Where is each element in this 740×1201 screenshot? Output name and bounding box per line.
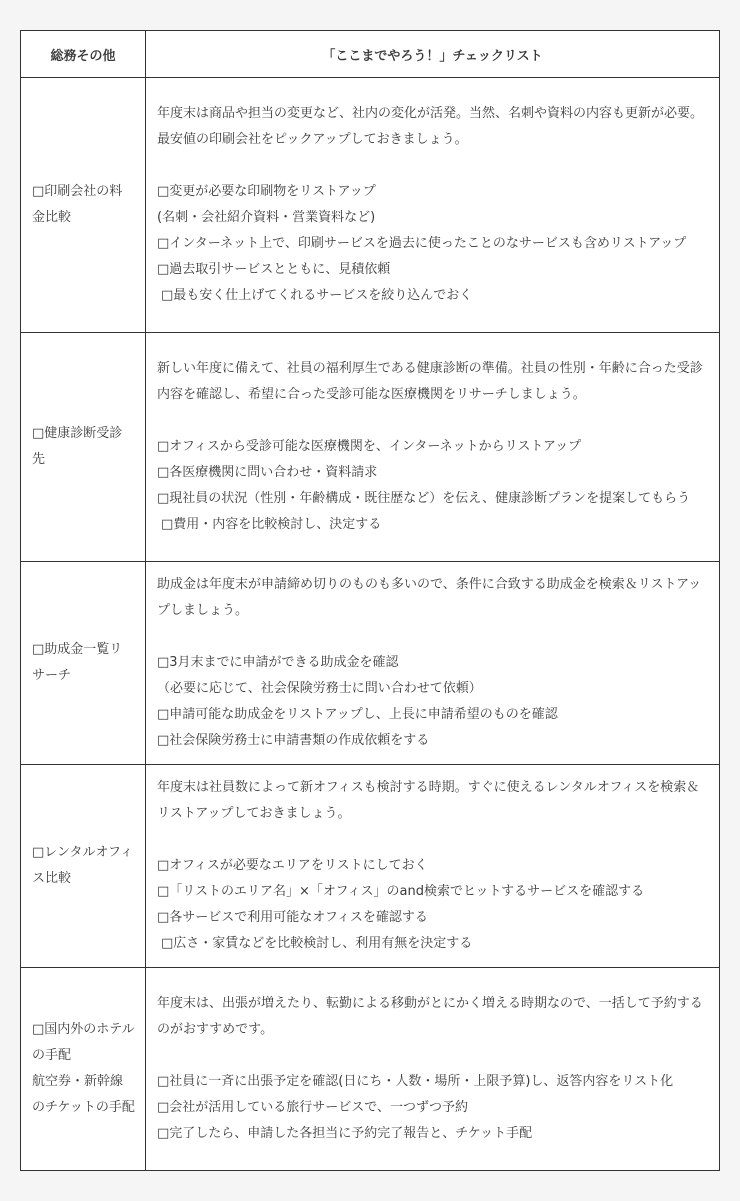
- checklist-item: □費用・内容を比較検討し、決定する: [161, 517, 382, 532]
- table-header-row: [21, 31, 720, 78]
- category-label: □助成金一覧リサーチ: [32, 642, 123, 683]
- table-row: [21, 333, 720, 562]
- table-row: [21, 562, 720, 765]
- row-spacer: [157, 827, 709, 853]
- table-row: [21, 968, 720, 1171]
- checklist-item: □インターネット上で、印刷サービスを過去に使ったことのなサービスも含めリストアップ: [157, 236, 687, 251]
- header-category: 総務その他: [21, 31, 146, 78]
- checklist-item: □過去取引サービスとともに、見積依頼: [157, 262, 391, 277]
- row-content: [146, 78, 720, 333]
- checklist-item: □最も安く仕上げてくれるサービスを絞り込んでおく: [161, 288, 473, 303]
- table-row: [21, 765, 720, 968]
- checklist-item: □変更が必要な印刷物をリストアップ: [157, 184, 376, 199]
- checklist-item: □各医療機関に問い合わせ・資料請求: [157, 465, 378, 480]
- row-content: [146, 562, 720, 765]
- row-category: [21, 78, 146, 333]
- category-label: □健康診断受診先: [32, 426, 123, 467]
- checklist-item: □オフィスが必要なエリアをリストにしておく: [157, 858, 428, 873]
- checklist-item: □広さ・家賃などを比較検討し、利用有無を決定する: [161, 936, 473, 951]
- checklist-item: □「リストのエリア名」×「オフィス」のand検索でヒットするサービスを確認する: [157, 884, 645, 899]
- checklist-item: □社会保険労務士に申請書類の作成依頼をする: [157, 733, 430, 748]
- header-checklist: 「ここまでやろう！」チェックリスト: [146, 31, 720, 78]
- checklist-item: □各サービスで利用可能なオフィスを確認する: [157, 910, 428, 925]
- row-spacer: [157, 153, 709, 179]
- checklist-page: [20, 30, 720, 1171]
- row-intro: 新しい年度に備えて、社員の福利厚生である健康診断の準備。社員の性別・年齢に合った受診内容を確認し、希望に合った受診可能な医療機関をリサーチしましょう。: [157, 361, 703, 402]
- row-content: [146, 968, 720, 1171]
- row-intro: 助成金は年度末が申請締め切りのものも多いので、条件に合致する助成金を検索＆リストアップしましょう。: [157, 577, 702, 618]
- row-intro: 年度末は商品や担当の変更など、社内の変化が活発。当然、名刺や資料の内容も更新が必要。最安値の印刷会社をピックアップしておきましょう。: [157, 106, 704, 147]
- row-category: [21, 968, 146, 1171]
- checklist-item: □オフィスから受診可能な医療機関を、インターネットからリストアップ: [157, 439, 582, 454]
- row-intro: 年度末は、出張が増えたり、転勤による移動がとにかく増える時期なので、一括して予約するのがおすすめです。: [157, 996, 703, 1037]
- category-label: 航空券・新幹線のチケットの手配: [32, 1074, 135, 1115]
- checklist-table: [20, 30, 720, 1171]
- row-content: [146, 333, 720, 562]
- checklist-item: □会社が活用している旅行サービスで、一つずつ予約: [157, 1100, 469, 1115]
- checklist-item: □現社員の状況（性別・年齢構成・既往歴など）を伝え、健康診断プランを提案してもらう: [157, 491, 691, 506]
- checklist-item: □申請可能な助成金をリストアップし、上長に申請希望のものを確認: [157, 707, 558, 722]
- category-label: □国内外のホテルの手配: [32, 1022, 135, 1063]
- checklist-item: (名刺・会社紹介資料・営業資料など): [157, 210, 376, 225]
- checklist-item: （必要に応じて、社会保険労務士に問い合わせて依頼）: [157, 681, 482, 696]
- row-spacer: [157, 408, 709, 434]
- checklist-item: □完了したら、申請した各担当に予約完了報告と、チケット手配: [157, 1126, 533, 1141]
- row-content: [146, 765, 720, 968]
- row-category: [21, 765, 146, 968]
- row-spacer: [157, 1043, 709, 1069]
- row-category: [21, 333, 146, 562]
- checklist-item: □社員に一斉に出張予定を確認(日にち・人数・場所・上限予算)し、返答内容をリスト化: [157, 1074, 674, 1089]
- category-label: □印刷会社の料金比較: [32, 184, 123, 225]
- row-intro: 年度末は社員数によって新オフィスも検討する時期。すぐに使えるレンタルオフィスを検索＆リストアップしておきましょう。: [157, 780, 700, 821]
- table-row: [21, 78, 720, 333]
- row-category: [21, 562, 146, 765]
- checklist-item: □3月末までに申請ができる助成金を確認: [157, 655, 399, 670]
- category-label: □レンタルオフィス比較: [32, 845, 134, 886]
- row-spacer: [157, 624, 709, 650]
